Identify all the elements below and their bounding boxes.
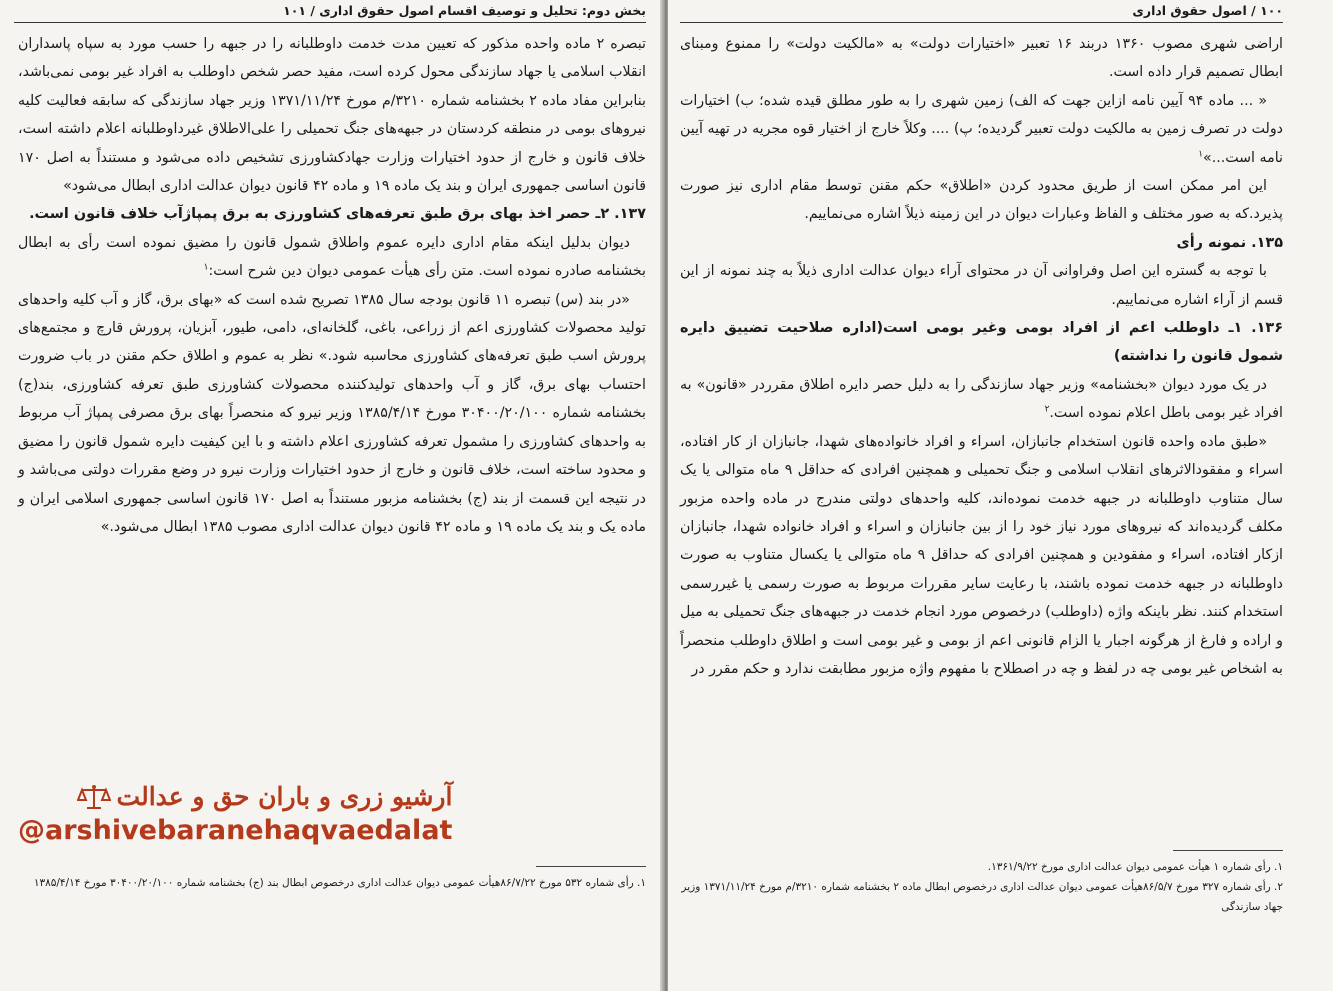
right-paragraph-2-text: « ... ماده ۹۴ آیین نامه ازاین جهت که الف) زمین شهری را به طور مطلق قیده شده؛ ب) اختیارات دولت در تصرف زمین به مالکیت دولت تعبیر گردیده؛ پ) .... وکلاً خارج از اختیار قوه مجریه در تهیه آیین نامه است...» <box>680 92 1283 166</box>
right-paragraph-5 <box>680 371 1283 428</box>
footnote-ref-1: ۱ <box>203 262 209 273</box>
footnote-ref-2: ۲ <box>1044 404 1050 415</box>
watermark-handle: @arshivebaranehaqvaedalat <box>18 815 453 846</box>
right-paragraph-1: اراضی شهری مصوب ۱۳۶۰ دربند ۱۶ تعبیر «اختیارات دولت» به «مالکیت دولت» را ممنوع ومبنای ابطال تصمیم قرار داده است. <box>680 36 1283 81</box>
left-paragraph-3: «در بند (س) تبصره ۱۱ قانون بودجه سال ۱۳۸۵ تصریح شده است که «بهای برق، گاز و آب کلیه واحدهای تولید محصولات کشاورزی اعم از زراعی، باغی، گلخانه‌ای، دامی، طیور، آبزیان، پرورش قارچ و مجتمع‌های پرورش اسب طبق تعرفه‌های کشاورزی محاسبه شود.» نظر به عموم و اطلاق حکم مقنن در باب ضرورت احتساب بهای برق، گاز و آب واحدهای تولیدکننده محصولات کشاورزی طبق تعرفه کشاورزی، بند(ج) بخشنامه شماره ۳۰۴۰۰/۲۰/۱۰۰ مورخ ۱۳۸۵/۴/۱۴ وزیر نیرو که منحصراً بهای برق مصرفی پمپاژ آب مربوط به واحدهای کشاورزی را مشمول تعرفه کشاورزی اعلام داشته و با این کیفیت دایره شمول قانون را مضیق و محدود ساخته است، خلاف قانون و خارج از حدود اختیارات وزارت نیرو در وضع مقررات دولتی می‌باشد و در نتیجه این قسمت از بند (ج) بخشنامه مزبور مستنداً به اصل ۱۷۰ قانون اساسی جمهوری اسلامی ایران و ماده یک و بند یک ماده ۱۹ و ماده ۴۲ قانون دیوان عدالت اداری مصوب ۱۳۸۵ ابطال می‌شود.» <box>18 291 646 535</box>
right-paragraph-6: «طبق ماده واحده قانون استخدام جانبازان، اسراء و افراد خانواده‌های شهدا، جانبازان از کار افتاده، اسراء و مفقودالاثرهای انقلاب اسلامی و جنگ تحمیلی و همچنین افرادی که حداقل ۹ ماه متوالی یا یک سال متناوب داوطلبانه در جبهه خدمت نموده‌اند، کلیه واحدهای دولتی مندرج در ماده واحده مزبور مکلف گردیده‌اند که نیروهای مورد نیاز خود را از بین جانبازان و اسراء و افراد خانواده شهدا، جانبازان ازکار افتاده، اسراء و مفقودین و همچنین افرادی که حداقل ۹ ماه متوالی یا یکسال متناوب به صورت داوطلبانه در جبهه خدمت نموده باشند، با رعایت سایر مقررات مربوط به صورت رسمی یا غیررسمی استخدام کنند. نظر باینکه واژه (داوطلب) درخصوص مورد انجام خدمت در جبهه‌های جنگ تحمیلی به میل و اراده و فارغ از هرگونه اجبار یا الزام قانونی اعم از بومی و غیر بومی است و اطلاق داوطلب منحصراً به اشخاص غیر بومی چه در لفظ و چه در اصطلاح با مفهوم واژه مزبور مطابقت ندارد و حکم مقرر در <box>680 433 1283 677</box>
right-paragraph-4: با توجه به گستره این اصل وفراوانی آن در محتوای آراء دیوان عدالت اداری ذیلاً به چند نمونه از این قسم از آراء اشاره می‌نماییم. <box>680 263 1283 308</box>
watermark-text-fa: آرشیو زری و باران حق و عدالت <box>116 782 453 811</box>
right-paragraph-2 <box>680 87 1283 172</box>
left-footnotes <box>18 866 646 893</box>
left-page-header: بخش دوم: تحلیل و توصیف اقسام اصول حقوق اداری / ۱۰۱ <box>14 0 646 23</box>
right-footnotes <box>680 850 1283 917</box>
right-page-header: ۱۰۰ / اصول حقوق اداری <box>680 0 1283 23</box>
section-135-heading: ۱۳۵. نمونه رأی <box>1176 234 1283 251</box>
left-footnote-rule <box>536 866 646 867</box>
right-footnote-1: ۱. رأی شماره ۱ هیأت عمومی دیوان عدالت اداری مورخ ۱۳۶۱/۹/۲۲. <box>987 861 1283 873</box>
left-paragraph-2 <box>18 229 646 286</box>
watermark-title <box>18 782 452 811</box>
left-paragraph-2-text: دیوان بدلیل اینکه مقام اداری دایره عموم واطلاق شمول قانون را مضیق نموده است رأی به ابطال بخشنامه صادره نموده است. متن رأی هیأت عمومی دیوان دین شرح است: <box>18 234 646 280</box>
right-page-body <box>680 30 1283 683</box>
footnote-ref-1: ۱ <box>1198 148 1204 159</box>
left-footnote-1: ۱. رأی شماره ۵۳۲ مورخ ۸۶/۷/۲۲هیأت عمومی دیوان عدالت اداری درخصوص ابطال بند (ج) بخشنامه شماره ۳۰۴۰۰/۲۰/۱۰۰ مورخ ۱۳۸۵/۴/۱۴ <box>33 877 646 889</box>
right-paragraph-5-text: در یک مورد دیوان «بخشنامه» وزیر جهاد سازندگی را به دلیل حصر دایره اطلاق مقرردر «قانون» به افراد غیر بومی باطل اعلام نموده است. <box>680 376 1283 422</box>
right-paragraph-3: این امر ممکن است از طریق محدود کردن «اطلاق» حکم مقنن توسط مقام اداری نیز صورت پذیرد.که به صور مختلف و الفاظ وعبارات دیوان در این زمینه ذیلاً اشاره می‌نماییم. <box>680 178 1283 223</box>
right-footnote-rule <box>1173 850 1283 851</box>
left-page-body <box>18 30 646 541</box>
left-paragraph-1: تبصره ۲ ماده واحده مذکور که تعیین مدت خدمت داوطلبانه را در جبهه را حسب مورد به سپاه پاسداران انقلاب اسلامی یا جهاد سازندگی محول کرده است، مفید حصر شخص داوطلب به افراد غیر بومی نمی‌باشد، بنابراین مفاد ماده ۲ بخشنامه شماره ۳۲۱۰/م مورخ ۱۳۷۱/۱۱/۲۴ وزیر جهاد سازندگی که سابقه فعالیت کلیه نیروهای بومی در منطقه کردستان در جبهه‌های جنگ تحمیلی را علی‌الاطلاق غیرداوطلبانه اعلام داشته است، خلاف قانون و خارج از حدود اختیارات وزارت جهادکشاورزی تشخیص داده می‌شود و مستنداً به اصل ۱۷۰ قانون اساسی جمهوری ایران و بند یک ماده ۱۹ و ماده ۴۲ قانون دیوان عدالت اداری ابطال می‌شود» <box>18 36 646 195</box>
scales-of-justice-icon <box>77 783 111 811</box>
right-page <box>668 0 1333 991</box>
watermark <box>18 782 452 846</box>
left-page <box>0 0 664 991</box>
right-footnote-2: ۲. رأی شماره ۳۲۷ مورخ ۸۶/۵/۷هیأت عمومی دیوان عدالت اداری درخصوص ابطال ماده ۲ بخشنامه شماره ۳۲۱۰/م مورخ ۱۳۷۱/۱۱/۲۴ وزیر جهاد سازندگی <box>681 881 1283 913</box>
section-136-heading: ۱۳۶. ۱ـ داوطلب اعم از افراد بومی وغیر بومی است(اداره صلاحیت تضییق دایره شمول قانون را نداشته) <box>680 320 1283 365</box>
section-137-heading: ۱۳۷. ۲ـ حصر اخذ بهای برق طبق تعرفه‌های کشاورزی به برق پمپاژآب خلاف قانون است. <box>29 206 646 223</box>
